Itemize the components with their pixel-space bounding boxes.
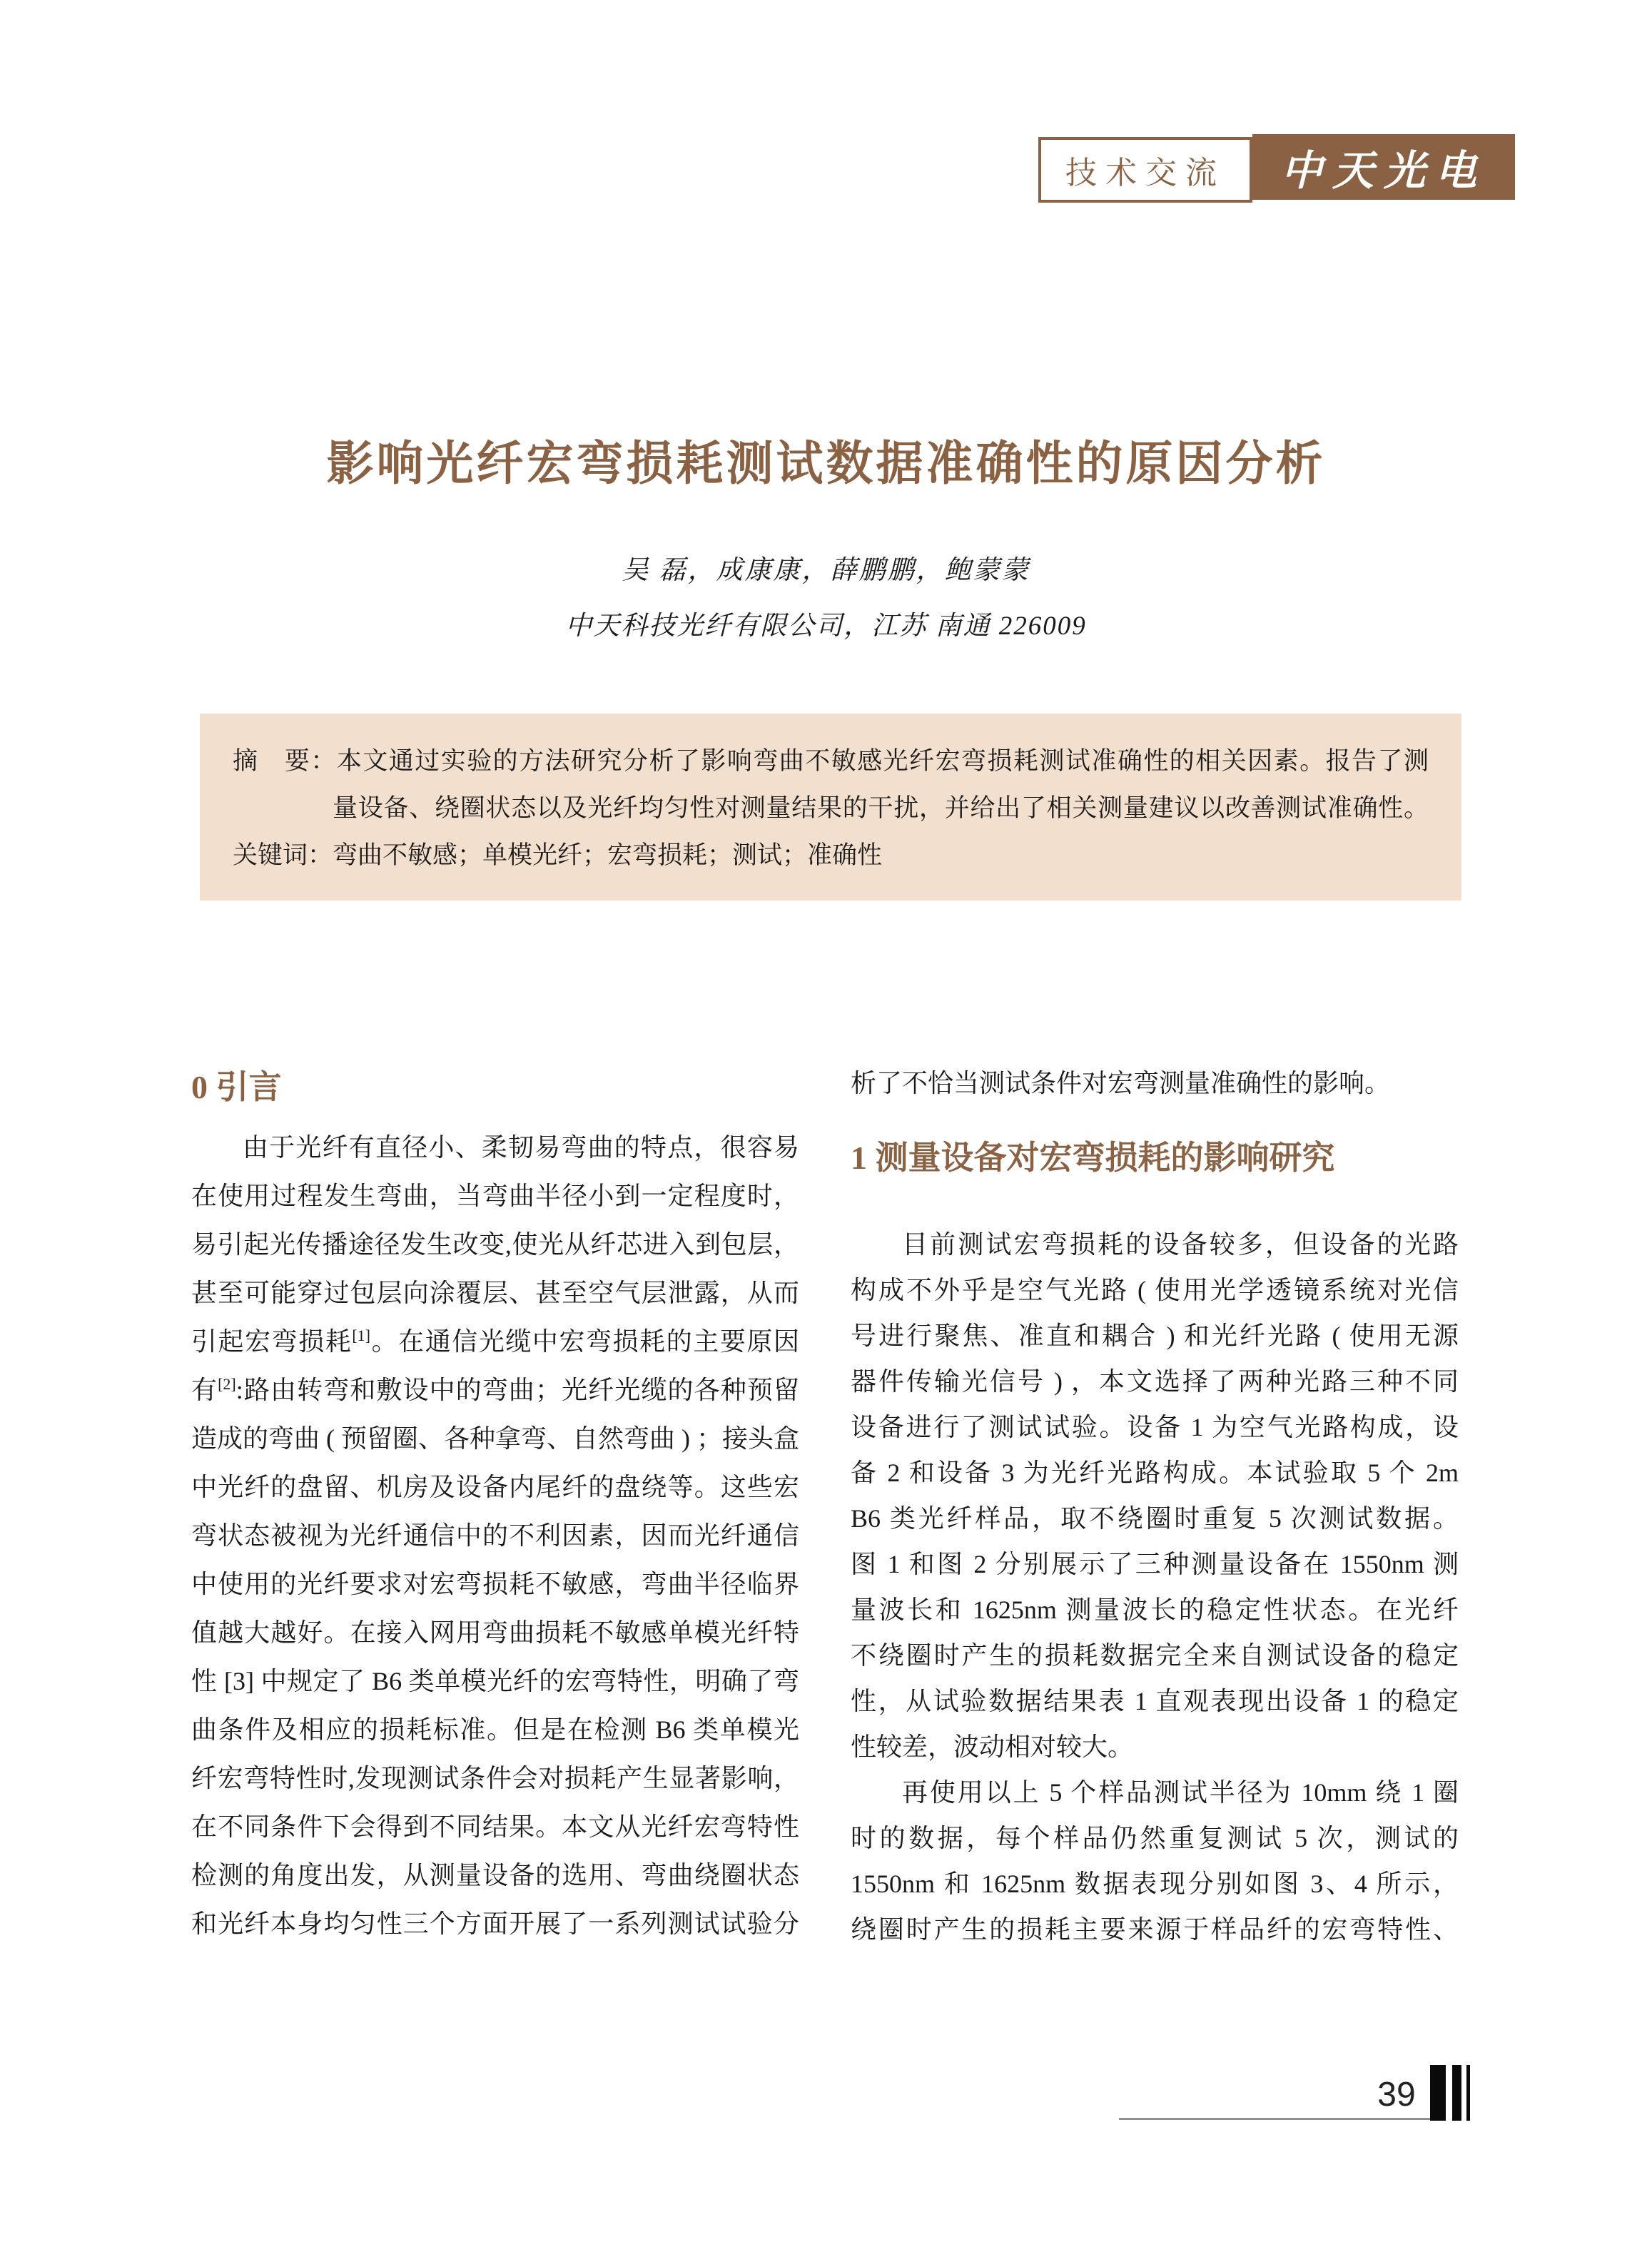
keywords-text: 弯曲不敏感；单模光纤；宏弯损耗；测试；准确性	[333, 841, 883, 869]
text-segment: 性较差，波动相对较大。	[851, 1733, 1134, 1761]
article-authors: 吴 磊，成康康，薛鹏鹏，鲍蒙蒙	[622, 556, 1030, 585]
section-tag-label: 技术交流	[1065, 156, 1225, 191]
section-heading: 1 测量设备对宏弯损耗的影响研究	[851, 1140, 1335, 1176]
text-line	[191, 1851, 799, 1899]
text-segment: 器件传输光信号 ) ，本文选择了两种光路三种不同	[851, 1367, 1459, 1396]
text-segment: 检测的角度出发，从测量设备的选用、弯曲绕圈状态	[191, 1861, 799, 1890]
text-segment: 甚至可能穿过包层向涂覆层、甚至空气层泄露，从而	[191, 1279, 799, 1307]
text-segment: 再使用以上 5 个样品测试半径为 10mm 绕 1 圈	[902, 1778, 1459, 1807]
text-segment: 量波长和 1625nm 测量波长的稳定性状态。在光纤	[851, 1596, 1459, 1624]
text-line	[851, 1907, 1459, 1952]
text-line	[851, 1222, 1459, 1267]
text-segment: B6 类光纤样品，取不绕圈时重复 5 次测试数据。	[851, 1504, 1459, 1533]
text-line	[851, 1450, 1459, 1496]
text-line	[191, 1366, 799, 1414]
text-line	[191, 1172, 799, 1220]
text-segment: 设备进行了测试试验。设备 1 为空气光路构成，设	[851, 1413, 1459, 1441]
text-line	[191, 1414, 799, 1463]
text-segment: 不绕圈时产生的损耗数据完全来自测试设备的稳定	[851, 1641, 1459, 1670]
section-heading: 0 引言	[191, 1069, 282, 1105]
text-segment: 中使用的光纤要求对宏弯损耗不敏感，弯曲半径临界	[191, 1570, 799, 1598]
left-column	[191, 1060, 799, 1948]
abstract-text: 本文通过实验的方法研究分析了影响弯曲不敏感光纤宏弯损耗测试准确性的相关因素。报告了测	[336, 747, 1429, 775]
text-segment: 目前测试宏弯损耗的设备较多，但设备的光路	[902, 1230, 1459, 1259]
abstract-box	[200, 714, 1461, 901]
text-line	[851, 1359, 1459, 1404]
abstract-label: 摘 要：	[233, 747, 337, 775]
text-line	[851, 1541, 1459, 1587]
text-segment: 备 2 和设备 3 为光纤光路构成。本试验取 5 个 2m	[851, 1459, 1459, 1487]
text-line	[191, 1754, 799, 1802]
text-line	[851, 1496, 1459, 1541]
text-line	[851, 1313, 1459, 1359]
text-segment: 引起宏弯损耗	[191, 1327, 353, 1356]
text-segment: 和光纤本身均匀性三个方面开展了一系列测试试验分	[191, 1909, 799, 1938]
text-segment: 绕圈时产生的损耗主要来源于样品纤的宏弯特性、	[851, 1915, 1459, 1944]
text-segment: 1550nm 和 1625nm 数据表现分别如图 3、4 所示，	[851, 1870, 1459, 1898]
text-line	[191, 1511, 799, 1560]
article-affiliation: 中天科技光纤有限公司，江苏 南通 226009	[565, 612, 1087, 641]
text-segment: 在使用过程发生弯曲，当弯曲半径小到一定程度时，	[191, 1182, 799, 1210]
text-line	[191, 1123, 799, 1172]
text-segment: 析了不恰当测试条件对宏弯测量准确性的影响。	[851, 1069, 1391, 1097]
text-line	[851, 1861, 1459, 1907]
text-segment: 纤宏弯特性时,发现测试条件会对损耗产生显著影响，	[191, 1764, 799, 1792]
text-line	[851, 1633, 1459, 1678]
section-tag	[1038, 137, 1252, 203]
text-segment: 曲条件及相应的损耗标准。但是在检测 B6 类单模光	[191, 1715, 799, 1744]
text-segment: 构成不外乎是空气光路 ( 使用光学透镜系统对光信	[851, 1276, 1459, 1304]
text-line	[851, 1587, 1459, 1633]
text-segment: 造成的弯曲 ( 预留圈、各种拿弯、自然弯曲 ) ；接头盒	[191, 1424, 799, 1453]
text-segment: 弯状态被视为光纤通信中的不利因素，因而光纤通信	[191, 1521, 799, 1550]
text-segment: 在不同条件下会得到不同结果。本文从光纤宏弯特性	[191, 1812, 799, 1841]
text-segment: 时的数据，每个样品仍然重复测试 5 次，测试的	[851, 1824, 1459, 1852]
text-segment: 易引起光传播途径发生改变,使光从纤芯进入到包层，	[191, 1230, 799, 1259]
text-line	[851, 1724, 1459, 1770]
text-line	[851, 1678, 1459, 1724]
text-segment: 值越大越好。在接入网用弯曲损耗不敏感单模光纤特	[191, 1618, 799, 1647]
text-line	[191, 1705, 799, 1754]
text-line	[191, 1317, 799, 1366]
text-line	[191, 1220, 799, 1269]
brand-logo-text: 中天光电	[1280, 146, 1486, 195]
citation-superscript: [2]	[218, 1375, 236, 1393]
keywords-label: 关键词：	[233, 841, 333, 869]
text-segment: 有	[191, 1376, 218, 1404]
text-line	[851, 1404, 1459, 1450]
text-line	[851, 1267, 1459, 1313]
abstract-line: 量设备、绕圈状态以及光纤均匀性对测量结果的干扰，并给出了相关测量建议以改善测试准确性。	[333, 794, 1429, 822]
page-number: 39	[1377, 2076, 1416, 2114]
text-line	[851, 1815, 1459, 1861]
text-segment: :路由转弯和敷设中的弯曲；光纤光缆的各种预留	[235, 1376, 799, 1404]
abstract-line	[233, 738, 1429, 785]
text-line	[191, 1899, 799, 1948]
text-line	[191, 1657, 799, 1705]
text-segment: 性，从试验数据结果表 1 直观表现出设备 1 的稳定	[851, 1687, 1459, 1715]
text-line	[851, 1770, 1459, 1815]
keywords-line	[233, 832, 1429, 879]
text-line	[191, 1463, 799, 1511]
right-column	[851, 1060, 1459, 1952]
text-line	[191, 1269, 799, 1317]
footer-rule	[1119, 2118, 1430, 2120]
citation-superscript: [1]	[352, 1327, 371, 1344]
brand-logo	[1252, 134, 1515, 200]
text-line	[851, 1060, 1459, 1106]
footer-bars-icon	[1430, 2065, 1470, 2121]
text-segment: 性 [3] 中规定了 B6 类单模光纤的宏弯特性，明确了弯	[191, 1667, 799, 1695]
text-segment: 图 1 和图 2 分别展示了三种测量设备在 1550nm 测	[851, 1550, 1459, 1578]
article-title: 影响光纤宏弯损耗测试数据准确性的原因分析	[326, 438, 1326, 490]
text-line	[191, 1560, 799, 1608]
text-segment: 由于光纤有直径小、柔韧易弯曲的特点，很容易	[243, 1133, 799, 1162]
text-segment: 中光纤的盘留、机房及设备内尾纤的盘绕等。这些宏	[191, 1473, 799, 1501]
text-segment: 。在通信光缆中宏弯损耗的主要原因	[370, 1327, 799, 1356]
text-segment: 号进行聚焦、准直和耦合 ) 和光纤光路 ( 使用无源	[851, 1322, 1459, 1350]
text-line	[191, 1608, 799, 1657]
text-line	[191, 1802, 799, 1851]
